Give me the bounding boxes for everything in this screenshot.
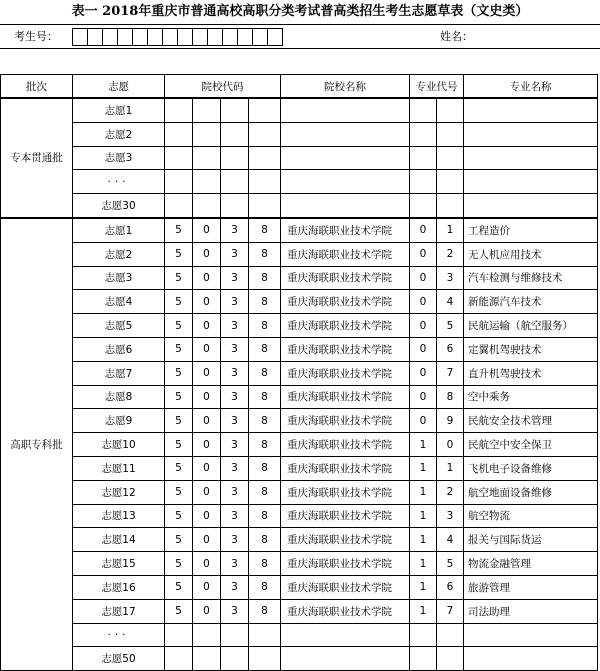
major-code-digit[interactable] xyxy=(410,623,437,647)
exam-number-digit-box[interactable] xyxy=(117,28,133,46)
exam-number-digit-box[interactable] xyxy=(102,28,118,46)
school-code-digit[interactable]: 8 xyxy=(249,290,281,314)
major-name-cell[interactable]: 物流金融管理 xyxy=(464,552,598,576)
school-code-digit[interactable]: 0 xyxy=(193,456,221,480)
school-code-digit[interactable]: 3 xyxy=(221,456,249,480)
school-code-digit[interactable]: 8 xyxy=(249,456,281,480)
school-code-digit[interactable]: 3 xyxy=(221,552,249,576)
major-name-cell[interactable]: 民航运输（航空服务） xyxy=(464,314,598,338)
exam-number-digit-box[interactable] xyxy=(147,28,163,46)
school-code-digit[interactable] xyxy=(249,98,281,122)
school-code-digit[interactable]: 8 xyxy=(249,552,281,576)
school-name-cell[interactable]: 重庆海联职业技术学院 xyxy=(281,361,410,385)
school-name-cell[interactable]: 重庆海联职业技术学院 xyxy=(281,504,410,528)
choice-cell: ··· xyxy=(73,623,165,647)
table-row xyxy=(1,194,598,218)
school-code-digit[interactable]: 5 xyxy=(165,385,193,409)
major-code-digit[interactable]: 0 xyxy=(410,409,437,433)
major-code-digit[interactable]: 6 xyxy=(437,575,464,599)
major-code-digit[interactable] xyxy=(437,647,464,671)
major-code-digit[interactable]: 3 xyxy=(437,266,464,290)
school-name-cell[interactable] xyxy=(281,623,410,647)
school-code-digit[interactable]: 0 xyxy=(193,266,221,290)
major-name-cell[interactable]: 空中乘务 xyxy=(464,385,598,409)
major-code-digit[interactable]: 1 xyxy=(410,504,437,528)
school-code-digit[interactable]: 3 xyxy=(221,242,249,266)
col-header-school-code: 院校代码 xyxy=(165,75,281,99)
school-name-cell[interactable]: 重庆海联职业技术学院 xyxy=(281,480,410,504)
col-header-choice: 志愿 xyxy=(73,75,165,99)
school-name-cell[interactable]: 重庆海联职业技术学院 xyxy=(281,575,410,599)
school-name-cell[interactable]: 重庆海联职业技术学院 xyxy=(281,528,410,552)
col-header-major-name: 专业名称 xyxy=(464,75,598,99)
table-row xyxy=(1,409,598,433)
major-code-digit[interactable]: 4 xyxy=(437,290,464,314)
major-code-digit[interactable]: 5 xyxy=(437,552,464,576)
choice-cell: 志愿2 xyxy=(73,122,165,146)
major-name-cell[interactable]: 民航安全技术管理 xyxy=(464,409,598,433)
major-code-digit[interactable] xyxy=(437,194,464,218)
school-code-digit[interactable]: 5 xyxy=(165,528,193,552)
school-code-digit[interactable] xyxy=(249,122,281,146)
school-code-digit[interactable]: 0 xyxy=(193,314,221,338)
exam-number-digit-box[interactable] xyxy=(87,28,103,46)
header-divider xyxy=(0,48,600,49)
school-code-digit[interactable]: 5 xyxy=(165,575,193,599)
school-name-cell[interactable] xyxy=(281,194,410,218)
major-code-digit[interactable]: 8 xyxy=(437,385,464,409)
school-code-digit[interactable] xyxy=(165,194,193,218)
school-code-digit[interactable]: 3 xyxy=(221,385,249,409)
major-code-digit[interactable] xyxy=(437,623,464,647)
school-name-cell[interactable]: 重庆海联职业技术学院 xyxy=(281,314,410,338)
choice-cell: 志愿3 xyxy=(73,266,165,290)
choice-cell: ··· xyxy=(73,170,165,194)
school-code-digit[interactable]: 5 xyxy=(165,337,193,361)
school-code-digit[interactable]: 8 xyxy=(249,266,281,290)
table-row xyxy=(1,361,598,385)
choice-cell: 志愿16 xyxy=(73,575,165,599)
school-code-digit[interactable]: 3 xyxy=(221,337,249,361)
table-row xyxy=(1,647,598,671)
choice-cell: 志愿14 xyxy=(73,528,165,552)
major-code-digit[interactable] xyxy=(437,146,464,170)
school-code-digit[interactable]: 3 xyxy=(221,266,249,290)
school-code-digit[interactable] xyxy=(221,98,249,122)
major-code-digit[interactable] xyxy=(437,170,464,194)
school-code-digit[interactable]: 0 xyxy=(193,504,221,528)
school-code-digit[interactable] xyxy=(165,146,193,170)
major-code-digit[interactable] xyxy=(410,170,437,194)
school-code-digit[interactable] xyxy=(249,647,281,671)
table-row xyxy=(1,170,598,194)
exam-number-digit-box[interactable] xyxy=(162,28,178,46)
choice-cell: 志愿11 xyxy=(73,456,165,480)
col-header-school-name: 院校名称 xyxy=(281,75,410,99)
table-row xyxy=(1,599,598,623)
major-code-digit[interactable]: 0 xyxy=(410,337,437,361)
major-code-digit[interactable] xyxy=(410,146,437,170)
school-code-digit[interactable]: 8 xyxy=(249,575,281,599)
table-row xyxy=(1,433,598,457)
exam-number-digit-box[interactable] xyxy=(207,28,223,46)
school-code-digit[interactable] xyxy=(165,647,193,671)
school-code-digit[interactable]: 5 xyxy=(165,314,193,338)
major-code-digit[interactable]: 0 xyxy=(437,433,464,457)
major-code-digit[interactable]: 1 xyxy=(410,552,437,576)
major-code-digit[interactable]: 0 xyxy=(410,385,437,409)
school-code-digit[interactable]: 5 xyxy=(165,456,193,480)
school-code-digit[interactable]: 0 xyxy=(193,480,221,504)
exam-number-digit-box[interactable] xyxy=(252,28,268,46)
school-code-digit[interactable] xyxy=(165,170,193,194)
major-name-cell[interactable]: 旅游管理 xyxy=(464,575,598,599)
choice-cell: 志愿5 xyxy=(73,314,165,338)
major-code-digit[interactable]: 7 xyxy=(437,361,464,385)
school-code-digit[interactable]: 0 xyxy=(193,218,221,242)
school-name-cell[interactable] xyxy=(281,647,410,671)
choice-cell: 志愿4 xyxy=(73,290,165,314)
school-code-digit[interactable]: 8 xyxy=(249,528,281,552)
school-code-digit[interactable]: 0 xyxy=(193,242,221,266)
school-code-digit[interactable]: 3 xyxy=(221,409,249,433)
major-code-digit[interactable]: 1 xyxy=(410,528,437,552)
major-name-cell[interactable]: 无人机应用技术 xyxy=(464,242,598,266)
school-name-cell[interactable]: 重庆海联职业技术学院 xyxy=(281,337,410,361)
major-code-digit[interactable]: 1 xyxy=(410,456,437,480)
exam-number-digit-box[interactable] xyxy=(237,28,253,46)
major-code-digit[interactable] xyxy=(437,122,464,146)
school-code-digit[interactable]: 0 xyxy=(193,290,221,314)
school-code-digit[interactable] xyxy=(193,623,221,647)
table-row xyxy=(1,266,598,290)
table-row xyxy=(1,337,598,361)
choice-cell: 志愿6 xyxy=(73,337,165,361)
major-name-cell[interactable]: 航空地面设备维修 xyxy=(464,480,598,504)
col-header-major-code: 专业代号 xyxy=(410,75,464,99)
table-row xyxy=(1,98,598,122)
school-code-digit[interactable] xyxy=(221,194,249,218)
school-code-digit[interactable] xyxy=(249,170,281,194)
col-header-batch: 批次 xyxy=(1,75,73,99)
school-code-digit[interactable] xyxy=(193,98,221,122)
choice-cell: 志愿3 xyxy=(73,146,165,170)
school-code-digit[interactable]: 3 xyxy=(221,599,249,623)
choice-cell: 志愿30 xyxy=(73,194,165,218)
choice-cell: 志愿2 xyxy=(73,242,165,266)
major-code-digit[interactable]: 1 xyxy=(410,599,437,623)
school-name-cell[interactable]: 重庆海联职业技术学院 xyxy=(281,218,410,242)
school-name-cell[interactable]: 重庆海联职业技术学院 xyxy=(281,552,410,576)
school-code-digit[interactable]: 8 xyxy=(249,218,281,242)
choice-cell: 志愿9 xyxy=(73,409,165,433)
choice-cell: 志愿15 xyxy=(73,552,165,576)
major-code-digit[interactable]: 0 xyxy=(410,266,437,290)
table-row xyxy=(1,122,598,146)
major-name-cell[interactable]: 飞机电子设备维修 xyxy=(464,456,598,480)
school-code-digit[interactable]: 3 xyxy=(221,314,249,338)
school-code-digit[interactable]: 8 xyxy=(249,504,281,528)
major-code-digit[interactable]: 1 xyxy=(410,433,437,457)
exam-number-digit-box[interactable] xyxy=(192,28,208,46)
school-code-digit[interactable]: 5 xyxy=(165,433,193,457)
major-code-digit[interactable]: 0 xyxy=(410,290,437,314)
major-name-cell[interactable]: 定翼机驾驶技术 xyxy=(464,337,598,361)
major-name-cell[interactable]: 民航空中安全保卫 xyxy=(464,433,598,457)
school-code-digit[interactable]: 0 xyxy=(193,433,221,457)
school-code-digit[interactable]: 8 xyxy=(249,599,281,623)
major-name-cell[interactable] xyxy=(464,98,598,122)
school-code-digit[interactable]: 5 xyxy=(165,480,193,504)
major-code-digit[interactable] xyxy=(410,647,437,671)
school-code-digit[interactable]: 0 xyxy=(193,575,221,599)
exam-number-digit-box[interactable] xyxy=(177,28,193,46)
school-code-digit[interactable]: 0 xyxy=(193,528,221,552)
major-code-digit[interactable]: 0 xyxy=(410,314,437,338)
choice-cell: 志愿17 xyxy=(73,599,165,623)
choice-cell: 志愿1 xyxy=(73,98,165,122)
school-name-cell[interactable]: 重庆海联职业技术学院 xyxy=(281,433,410,457)
school-code-digit[interactable]: 8 xyxy=(249,433,281,457)
choice-cell: 志愿13 xyxy=(73,504,165,528)
school-code-digit[interactable]: 0 xyxy=(193,385,221,409)
major-name-cell[interactable] xyxy=(464,623,598,647)
school-name-cell[interactable] xyxy=(281,122,410,146)
major-code-digit[interactable]: 1 xyxy=(437,218,464,242)
school-code-digit[interactable]: 5 xyxy=(165,552,193,576)
school-code-digit[interactable] xyxy=(221,623,249,647)
school-code-digit[interactable]: 8 xyxy=(249,361,281,385)
major-code-digit[interactable]: 1 xyxy=(410,480,437,504)
school-name-cell[interactable]: 重庆海联职业技术学院 xyxy=(281,242,410,266)
school-code-digit[interactable]: 3 xyxy=(221,528,249,552)
school-code-digit[interactable] xyxy=(165,623,193,647)
school-code-digit[interactable]: 3 xyxy=(221,433,249,457)
table-body xyxy=(1,98,598,671)
major-code-digit[interactable]: 0 xyxy=(410,361,437,385)
school-code-digit[interactable]: 0 xyxy=(193,552,221,576)
school-code-digit[interactable]: 5 xyxy=(165,361,193,385)
name-label: 姓名： xyxy=(440,30,473,43)
exam-number-digit-box[interactable] xyxy=(222,28,238,46)
major-name-cell[interactable]: 新能源汽车技术 xyxy=(464,290,598,314)
table-row xyxy=(1,575,598,599)
school-code-digit[interactable]: 3 xyxy=(221,290,249,314)
major-name-cell[interactable] xyxy=(464,146,598,170)
table-row xyxy=(1,504,598,528)
choice-cell: 志愿50 xyxy=(73,647,165,671)
major-name-cell[interactable]: 工程造价 xyxy=(464,218,598,242)
school-code-digit[interactable]: 0 xyxy=(193,337,221,361)
table-row xyxy=(1,456,598,480)
major-name-cell[interactable] xyxy=(464,647,598,671)
table-header-row xyxy=(1,75,598,99)
major-code-digit[interactable] xyxy=(410,122,437,146)
school-code-digit[interactable] xyxy=(249,194,281,218)
school-name-cell[interactable]: 重庆海联职业技术学院 xyxy=(281,290,410,314)
choice-cell: 志愿7 xyxy=(73,361,165,385)
school-name-cell[interactable]: 重庆海联职业技术学院 xyxy=(281,456,410,480)
school-code-digit[interactable]: 0 xyxy=(193,599,221,623)
major-code-digit[interactable]: 9 xyxy=(437,409,464,433)
major-code-digit[interactable] xyxy=(437,98,464,122)
school-code-digit[interactable] xyxy=(221,170,249,194)
school-code-digit[interactable]: 8 xyxy=(249,314,281,338)
school-code-digit[interactable]: 5 xyxy=(165,504,193,528)
major-code-digit[interactable] xyxy=(410,98,437,122)
table-row xyxy=(1,623,598,647)
major-name-cell[interactable]: 直升机驾驶技术 xyxy=(464,361,598,385)
school-code-digit[interactable]: 8 xyxy=(249,385,281,409)
table-row xyxy=(1,314,598,338)
school-code-digit[interactable]: 8 xyxy=(249,242,281,266)
school-code-digit[interactable]: 0 xyxy=(193,361,221,385)
school-code-digit[interactable]: 5 xyxy=(165,266,193,290)
table-row xyxy=(1,552,598,576)
major-name-cell[interactable]: 报关与国际货运 xyxy=(464,528,598,552)
school-code-digit[interactable] xyxy=(193,146,221,170)
major-code-digit[interactable]: 3 xyxy=(437,504,464,528)
major-code-digit[interactable]: 4 xyxy=(437,528,464,552)
major-name-cell[interactable] xyxy=(464,122,598,146)
school-code-digit[interactable] xyxy=(193,647,221,671)
volunteer-table xyxy=(0,74,598,671)
major-code-digit[interactable]: 2 xyxy=(437,242,464,266)
choice-cell: 志愿1 xyxy=(73,218,165,242)
choice-cell: 志愿8 xyxy=(73,385,165,409)
school-code-digit[interactable] xyxy=(221,146,249,170)
exam-number-digit-box[interactable] xyxy=(267,28,283,46)
major-name-cell[interactable] xyxy=(464,170,598,194)
major-name-cell[interactable]: 司法助理 xyxy=(464,599,598,623)
exam-number-digit-box[interactable] xyxy=(132,28,148,46)
school-code-digit[interactable]: 3 xyxy=(221,218,249,242)
major-code-digit[interactable]: 6 xyxy=(437,337,464,361)
school-code-digit[interactable] xyxy=(165,122,193,146)
school-code-digit[interactable] xyxy=(249,623,281,647)
title-divider xyxy=(0,24,600,25)
major-code-digit[interactable]: 2 xyxy=(437,480,464,504)
table-row xyxy=(1,385,598,409)
school-name-cell[interactable] xyxy=(281,170,410,194)
table-row xyxy=(1,218,598,242)
school-code-digit[interactable] xyxy=(193,122,221,146)
school-code-digit[interactable]: 5 xyxy=(165,218,193,242)
major-name-cell[interactable] xyxy=(464,194,598,218)
school-name-cell[interactable]: 重庆海联职业技术学院 xyxy=(281,409,410,433)
school-code-digit[interactable]: 5 xyxy=(165,599,193,623)
exam-number-digit-box[interactable] xyxy=(72,28,88,46)
school-code-digit[interactable] xyxy=(193,170,221,194)
school-name-cell[interactable]: 重庆海联职业技术学院 xyxy=(281,599,410,623)
major-code-digit[interactable]: 0 xyxy=(410,218,437,242)
school-code-digit[interactable]: 3 xyxy=(221,504,249,528)
school-name-cell[interactable] xyxy=(281,146,410,170)
major-code-digit[interactable]: 1 xyxy=(437,456,464,480)
school-name-cell[interactable] xyxy=(281,98,410,122)
exam-number-label: 考生号： xyxy=(14,30,58,43)
school-code-digit[interactable]: 8 xyxy=(249,480,281,504)
school-code-digit[interactable]: 5 xyxy=(165,242,193,266)
major-code-digit[interactable]: 0 xyxy=(410,242,437,266)
school-code-digit[interactable] xyxy=(221,647,249,671)
major-name-cell[interactable]: 航空物流 xyxy=(464,504,598,528)
table-row xyxy=(1,290,598,314)
school-code-digit[interactable] xyxy=(249,146,281,170)
major-name-cell[interactable]: 汽车检测与维修技术 xyxy=(464,266,598,290)
school-code-digit[interactable]: 3 xyxy=(221,575,249,599)
school-code-digit[interactable]: 5 xyxy=(165,409,193,433)
table-row xyxy=(1,242,598,266)
school-code-digit[interactable]: 0 xyxy=(193,409,221,433)
school-code-digit[interactable] xyxy=(221,122,249,146)
batch-cell: 高职专科批 xyxy=(1,218,73,671)
major-code-digit[interactable] xyxy=(410,194,437,218)
batch-cell: 专本贯通批 xyxy=(1,98,73,218)
school-code-digit[interactable] xyxy=(165,98,193,122)
choice-cell: 志愿10 xyxy=(73,433,165,457)
school-code-digit[interactable]: 5 xyxy=(165,290,193,314)
major-code-digit[interactable]: 5 xyxy=(437,314,464,338)
school-name-cell[interactable]: 重庆海联职业技术学院 xyxy=(281,385,410,409)
school-code-digit[interactable]: 3 xyxy=(221,361,249,385)
school-code-digit[interactable]: 3 xyxy=(221,480,249,504)
school-name-cell[interactable]: 重庆海联职业技术学院 xyxy=(281,266,410,290)
table-row xyxy=(1,528,598,552)
form-title: 表一 2018年重庆市普通高校高职分类考试普高类招生考生志愿草表（文史类） xyxy=(71,4,529,19)
school-code-digit[interactable]: 8 xyxy=(249,409,281,433)
major-code-digit[interactable]: 1 xyxy=(410,575,437,599)
school-code-digit[interactable] xyxy=(193,194,221,218)
school-code-digit[interactable]: 8 xyxy=(249,337,281,361)
choice-cell: 志愿12 xyxy=(73,480,165,504)
table-row xyxy=(1,480,598,504)
major-code-digit[interactable]: 7 xyxy=(437,599,464,623)
table-row xyxy=(1,146,598,170)
